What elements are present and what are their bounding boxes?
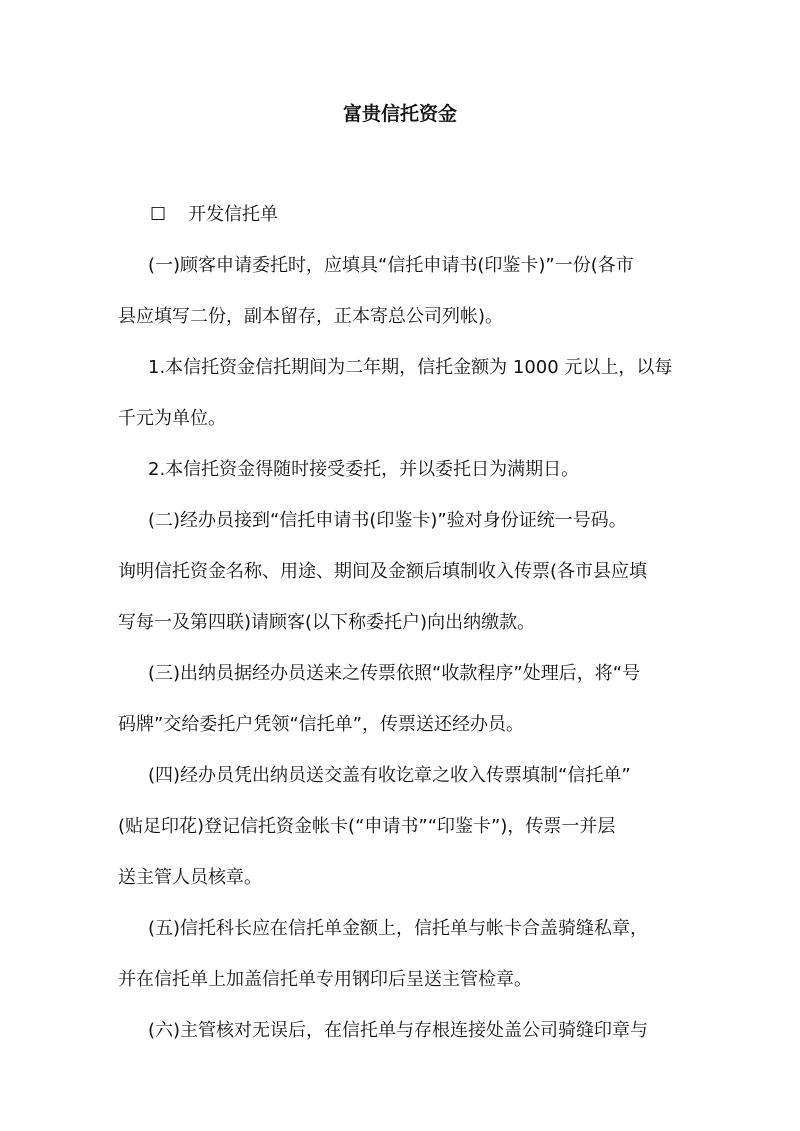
text-line: (一)顾客申请委托时，应填具“信托申请书(印鉴卡)”一份(各市: [148, 255, 634, 276]
section-heading-text: 开发信托单: [188, 204, 278, 225]
text-line: (四)经办员凭出纳员送交盖有收讫章之收入传票填制“信托单”: [148, 765, 631, 786]
text-line: 码牌”交给委托户凭领“信托单”，传票送还经办员。: [118, 714, 524, 735]
text-line: 县应填写二份，副本留存，正本寄总公司列帐)。: [118, 306, 504, 327]
text-line: (贴足印花)登记信托资金帐卡(“申请书”“印鉴卡”)，传票一并层: [118, 816, 616, 837]
text-line: 询明信托资金名称、用途、期间及金额后填制收入传票(各市县应填: [118, 561, 648, 582]
checkbox-icon: ☐: [150, 204, 167, 225]
text-line: 并在信托单上加盖信托单专用钢印后呈送主管检章。: [118, 969, 532, 990]
text-line: 2.本信托资金得随时接受委托，并以委托日为满期日。: [148, 459, 580, 480]
document-body: [118, 251, 684, 1067]
text-line: 1.本信托资金信托期间为二年期，信托金额为 1000 元以上，以每: [148, 357, 673, 378]
text-line: (三)出纳员据经办员送来之传票依照“收款程序”处理后，将“号: [148, 663, 641, 684]
text-line: (六)主管核对无误后，在信托单与存根连接处盖公司骑缝印章与: [148, 1020, 649, 1041]
text-line: 千元为单位。: [118, 408, 226, 429]
text-line: 送主管人员核章。: [118, 867, 262, 888]
text-line: (二)经办员接到“信托申请书(印鉴卡)”验对身份证统一号码。: [148, 510, 627, 531]
section-heading: [150, 202, 278, 228]
document-title: 富贵信托资金: [342, 103, 457, 125]
text-line: (五)信托科长应在信托单金额上，信托单与帐卡合盖骑缝私章，: [148, 918, 649, 939]
text-line: 写每一及第四联)请顾客(以下称委托户)向出纳缴款。: [118, 612, 536, 633]
